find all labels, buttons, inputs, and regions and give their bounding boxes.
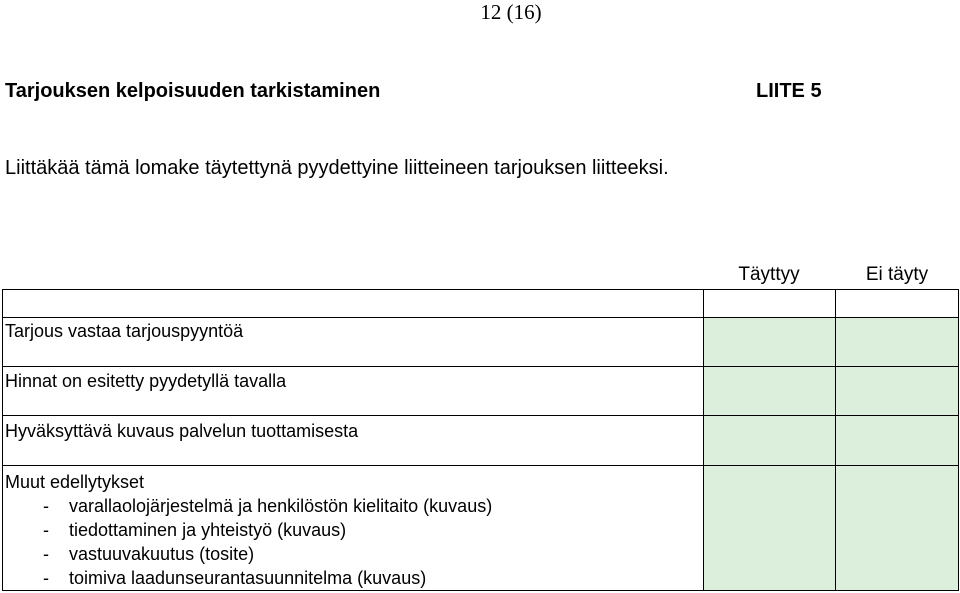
form-title: Tarjouksen kelpoisuuden tarkistaminen [5,80,381,102]
column-header-fulfills: Täyttyy [738,264,800,285]
table-row-divider [2,465,959,466]
requirement-item: - toimiva laadunseurantasuunnitelma (kuvaus) [43,568,427,588]
table-right-border [958,289,959,590]
requirement-item: - vastuuvakuutus (tosite) [43,544,255,564]
check-cell-row2-fulfills[interactable] [704,367,835,415]
table-bottom-border [2,590,959,591]
row-label-offer-matches: Tarjous vastaa tarjouspyyntöä [5,321,244,341]
column-header-not-fulfills: Ei täyty [865,264,929,285]
row-label-service-description: Hyväksyttävä kuvaus palvelun tuottamisesta [5,421,359,441]
table-row-divider [2,415,959,416]
instruction-text: Liittäkää tämä lomake täytettynä pyydettyine liitteineen tarjouksen liitteeksi. [5,157,669,179]
check-cell-row4-not-fulfills[interactable] [836,466,959,590]
table-left-border [2,289,3,590]
table-col-divider [835,289,836,590]
requirement-item: - tiedottaminen ja yhteistyö (kuvaus) [43,520,347,540]
check-cell-row1-fulfills[interactable] [704,318,835,366]
check-cell-row4-fulfills[interactable] [704,466,835,590]
row-label-other-requirements: Muut edellytykset [5,472,145,492]
table-row-divider [2,366,959,367]
check-cell-row2-not-fulfills[interactable] [836,367,959,415]
page-number: 12 (16) [480,0,542,24]
table-top-border [2,289,959,290]
row-label-prices-presented: Hinnat on esitetty pyydetyllä tavalla [5,371,287,391]
table-col-divider [703,289,704,590]
table-row-divider [2,317,959,318]
requirement-item: - varallaolojärjestelmä ja henkilöstön kielitaito (kuvaus) [43,496,493,516]
check-cell-row3-not-fulfills[interactable] [836,416,959,465]
attachment-label: LIITE 5 [756,80,822,102]
check-cell-row3-fulfills[interactable] [704,416,835,465]
check-cell-row1-not-fulfills[interactable] [836,318,959,366]
